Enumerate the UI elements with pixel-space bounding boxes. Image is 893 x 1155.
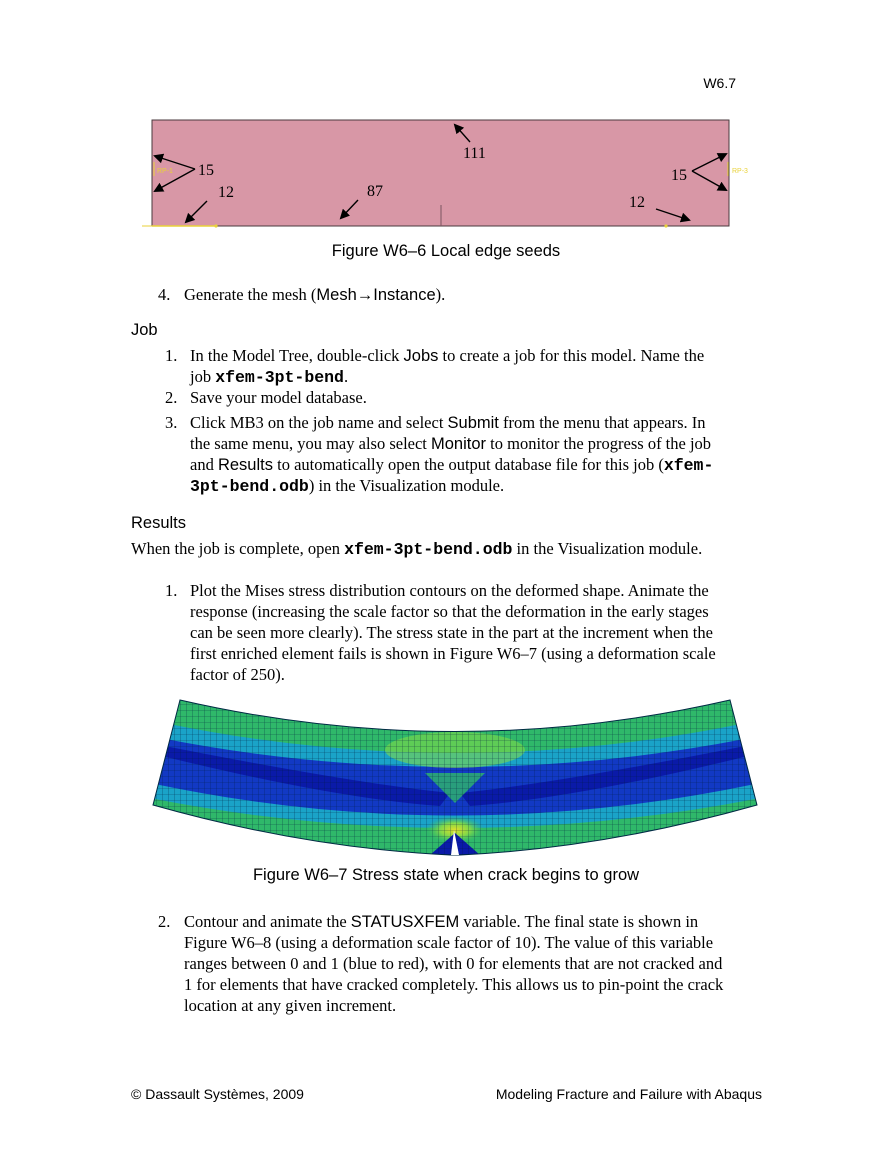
job-heading: Job	[131, 321, 158, 339]
rp-right-label: RP-3	[732, 168, 748, 175]
odb-file-code: 3pt-bend.odb	[190, 477, 309, 496]
menu-monitor: Monitor	[431, 435, 487, 453]
footer-copyright: © Dassault Systèmes, 2009	[131, 1086, 304, 1102]
menu-jobs: Jobs	[403, 347, 439, 365]
figure-w6-7-stress-contour	[150, 698, 760, 858]
seed-label-middle-bottom: 87	[367, 183, 383, 200]
seed-label-left-end: 15	[198, 162, 214, 179]
rp-left-label: RP-1	[157, 168, 173, 175]
results-step-1: 1. Plot the Mises stress distribution contours on the deformed shape. Animate the response (increasing the scale factor so that the deformation in the early stages can be seen more clearly). The stress state in the part at the increment when the first enriched element fails is shown in Figure W6–7 (using a deformation scale factor of 250).	[165, 581, 716, 684]
figure-w6-6-local-edge-seeds	[130, 112, 770, 232]
job-name-code: xfem-3pt-bend	[215, 368, 344, 387]
results-intro: When the job is complete, open xfem-3pt-bend.odb in the Visualization module.	[131, 539, 703, 559]
results-heading: Results	[131, 514, 187, 532]
job-step-3: 3. Click MB3 on the job name and select Submit from the menu that appears. In the same menu, you may also select Monitor to monitor the progress of the job and Results to automatically open the output database file for this job (xfem- 3pt-bend.odb) in the Visualization module.	[165, 413, 714, 496]
results-step-2: 2. Contour and animate the STATUSXFEM variable. The final state is shown in Figure W6–8 (using a deformation scale factor of 10). The value of this variable ranges between 0 and 1 (blue to red), with 0 for elements that are not cracked and 1 for elements that have cracked completely. This allows us to pin-point the crack location at any given increment.	[158, 912, 724, 1015]
seed-label-right-end: 15	[671, 167, 687, 184]
job-step-1: 1. In the Model Tree, double-click Jobs to create a job for this model. Name the job xfem-3pt-bend.	[165, 346, 705, 387]
figure-w6-7-caption: Figure W6–7 Stress state when crack begins to grow	[252, 866, 640, 884]
seed-label-right-bottom: 12	[629, 194, 645, 211]
figure-w6-6-caption: Figure W6–6 Local edge seeds	[331, 242, 561, 260]
seed-label-top: 111	[463, 145, 486, 162]
variable-statusxfem: STATUSXFEM	[350, 913, 460, 931]
menu-results: Results	[217, 456, 273, 474]
menu-submit: Submit	[447, 414, 499, 432]
page-id: W6.7	[703, 75, 736, 91]
footer-title: Modeling Fracture and Failure with Abaqus	[495, 1086, 762, 1102]
job-step-2: 2. Save your model database.	[165, 388, 367, 407]
seed-label-left-bottom: 12	[218, 184, 234, 201]
menu-mesh-instance: Mesh→Instance	[316, 286, 436, 304]
